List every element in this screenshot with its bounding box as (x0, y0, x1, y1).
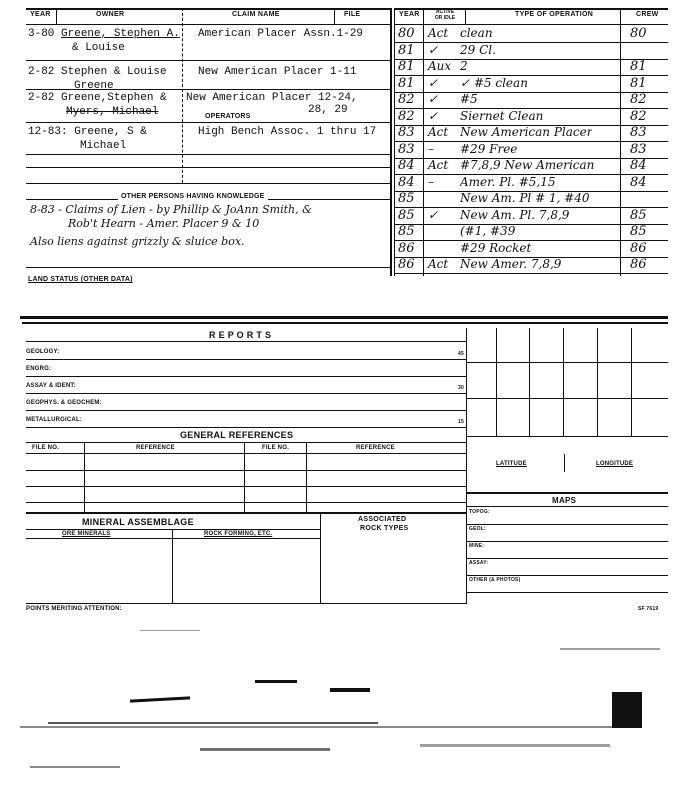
map-row (466, 507, 668, 525)
claims-owner-header: OWNER (96, 11, 125, 18)
activity-type: Amer. Pl. #5,15 (460, 175, 556, 189)
activity-row (394, 241, 668, 258)
scan-artifacts (0, 608, 678, 808)
rock-types-label: ROCK TYPES (360, 525, 409, 532)
operators-label: OPERATORS (205, 113, 251, 120)
knowledge-title: OTHER PERSONS HAVING KNOWLEDGE (118, 193, 268, 200)
claim-name-cont: 28, 29 (308, 104, 348, 116)
report-number: 45 (458, 351, 464, 357)
report-row (26, 342, 466, 360)
activity-year: 81 (398, 75, 415, 91)
activity-crew: 81 (630, 75, 647, 91)
activity-type: #7,8,9 New American (460, 159, 595, 172)
activity-status: ✓ (428, 92, 439, 106)
activity-row (394, 125, 668, 142)
report-label: GEOLOGY: (26, 349, 60, 355)
activity-type: Siernet Clean (460, 109, 544, 123)
report-label: METALLURGICAL: (26, 417, 83, 423)
activity-row (394, 257, 668, 274)
ore-minerals-header: ORE MINERALS (62, 531, 111, 537)
activity-status: Aux (428, 59, 452, 73)
reference-header: REFERENCE (356, 445, 395, 451)
claims-table (0, 0, 678, 285)
file-no-header: FILE NO. (262, 445, 289, 451)
activity-crew-header: CREW (636, 11, 659, 18)
activity-status: – (428, 174, 434, 189)
map-label: TOPOG: (469, 509, 490, 515)
activity-status: Act (428, 257, 449, 271)
map-row (466, 575, 668, 593)
activity-status: ✓ (428, 42, 439, 57)
report-row (26, 393, 466, 411)
latitude-label: LATITUDE (496, 461, 527, 467)
activity-year: 82 (398, 108, 415, 124)
activity-row (394, 224, 668, 241)
activity-crew: 81 (630, 59, 647, 74)
land-status-label: LAND STATUS (OTHER DATA) (28, 276, 133, 283)
activity-crew: 86 (630, 240, 647, 256)
file-no-header: FILE NO. (32, 445, 59, 451)
scan-noise-marks (20, 630, 660, 768)
reports-title: R E P O R T S (209, 330, 272, 340)
activity-status: ✓ (428, 207, 439, 222)
activity-year: 82 (398, 92, 415, 107)
activity-type: New Am. Pl. 7,8,9 (460, 208, 570, 222)
activity-status: Act (428, 26, 449, 40)
claim-row: 2-82 Greene,Stephen & (28, 92, 167, 104)
activity-year: 81 (398, 42, 415, 58)
activity-crew: 84 (630, 158, 647, 173)
map-label: GEOL: (469, 526, 486, 532)
map-label: OTHER (& PHOTOS) (469, 577, 521, 583)
report-label: ENGRG: (26, 366, 52, 372)
mineral-title: MINERAL ASSEMBLAGE (82, 517, 194, 527)
report-row (26, 359, 466, 377)
claims-file-header: FILE (344, 11, 361, 18)
form-number: SF 7619 (638, 606, 659, 612)
activity-status: – (428, 141, 434, 156)
claims-year-header: YEAR (30, 11, 51, 18)
activity-crew: 82 (630, 108, 647, 124)
claim-owner-cont: Myers, Michael (66, 106, 159, 118)
activity-type: 2 (460, 60, 468, 73)
report-number: 30 (458, 385, 464, 391)
activity-type: clean (460, 27, 493, 40)
claim-name: High Bench Assoc. 1 thru 17 (198, 126, 377, 138)
activity-row (394, 109, 668, 126)
map-label: ASSAY: (469, 560, 489, 566)
activity-type: #29 Rocket (460, 241, 532, 255)
knowledge-line: Rob't Hearn - Amer. Placer 9 & 10 (68, 217, 260, 230)
activity-type: New American Placer (460, 126, 593, 139)
knowledge-line: Also liens against grizzly & sluice box. (30, 235, 245, 248)
activity-status: Act (428, 125, 449, 139)
activity-row (394, 142, 668, 159)
activity-row (394, 92, 668, 109)
report-label: ASSAY & IDENT: (26, 383, 76, 389)
activity-type: New Am. Pl # 1, #40 (460, 192, 590, 205)
claim-row: 12-83: Greene, S & (28, 126, 147, 138)
claim-row: 2-82 Stephen & Louise (28, 66, 167, 78)
activity-crew: 83 (630, 141, 647, 157)
claim-owner-cont: & Louise (72, 42, 125, 54)
associated-label: ASSOCIATED (358, 516, 407, 523)
activity-type-header: TYPE OF OPERATION (515, 11, 594, 18)
activity-crew: 80 (630, 26, 647, 41)
activity-row (394, 43, 668, 60)
claim-name: New American Placer 1-11 (198, 66, 357, 78)
report-row (26, 410, 466, 428)
rock-forming-header: ROCK FORMING, ETC. (204, 531, 273, 537)
report-label: GEOPHYS. & GEOCHEM: (26, 400, 102, 406)
activity-row (394, 158, 668, 175)
claims-name-header: CLAIM NAME (232, 11, 280, 18)
report-row (26, 376, 466, 394)
activity-row (394, 76, 668, 93)
activity-type: ✓ #5 clean (460, 76, 528, 90)
activity-year: 80 (398, 26, 415, 41)
activity-status: ✓ (428, 75, 439, 90)
activity-crew: 84 (630, 174, 647, 190)
activity-type: 29 Cl. (460, 43, 496, 57)
activity-status-header: ACTIVE OR IDLE (434, 9, 456, 21)
longitude-label: LONGITUDE (596, 461, 634, 467)
general-refs-title: GENERAL REFERENCES (180, 430, 294, 440)
activity-row (394, 59, 668, 76)
claim-name: American Placer Assn.1-29 (198, 28, 364, 40)
knowledge-line: 8-83 - Claims of Lien - by Phillip & JoAnn Smith, & (30, 203, 312, 216)
activity-year-header: YEAR (399, 11, 420, 18)
activity-year: 85 (398, 191, 415, 206)
activity-type: #5 (460, 93, 478, 106)
map-row (466, 524, 668, 542)
activity-year: 84 (398, 158, 415, 173)
activity-type: (#1, #39 (460, 225, 516, 238)
activity-crew: 85 (630, 207, 647, 223)
activity-crew: 85 (630, 224, 647, 239)
activity-year: 83 (398, 125, 415, 140)
activity-crew: 82 (630, 92, 647, 107)
points-meriting-attention-label: POINTS MERITING ATTENTION: (26, 606, 122, 612)
activity-status: ✓ (428, 108, 439, 123)
activity-year: 83 (398, 141, 415, 157)
activity-row (394, 208, 668, 225)
report-number: 15 (458, 419, 464, 425)
activity-year: 84 (398, 174, 415, 190)
activity-type: #29 Free (460, 142, 518, 156)
activity-year: 86 (398, 240, 415, 256)
map-row (466, 541, 668, 559)
activity-type: New Amer. 7,8,9 (460, 258, 562, 271)
activity-year: 81 (398, 59, 415, 74)
activity-row (394, 191, 668, 208)
mineral-assemblage (26, 512, 466, 604)
maps-section (466, 492, 668, 604)
claim-row: 3-80 Greene, Stephen A. (28, 28, 180, 40)
general-references (26, 428, 466, 508)
activity-year: 85 (398, 224, 415, 239)
activity-crew: 86 (630, 257, 647, 272)
map-label: MINE: (469, 543, 485, 549)
map-row (466, 558, 668, 576)
activity-year: 85 (398, 207, 415, 223)
claim-owner-cont: Greene (74, 80, 114, 92)
claim-owner-cont: Michael (80, 140, 127, 152)
claim-name: New American Placer 12-24, (186, 92, 358, 104)
reports-section (26, 328, 466, 428)
activity-row (394, 175, 668, 192)
activity-row (394, 26, 668, 43)
maps-title: MAPS (552, 496, 577, 505)
reference-header: REFERENCE (136, 445, 175, 451)
activity-crew: 83 (630, 125, 647, 140)
location-grid (466, 328, 668, 483)
activity-status: Act (428, 158, 449, 172)
activity-year: 86 (398, 257, 415, 272)
